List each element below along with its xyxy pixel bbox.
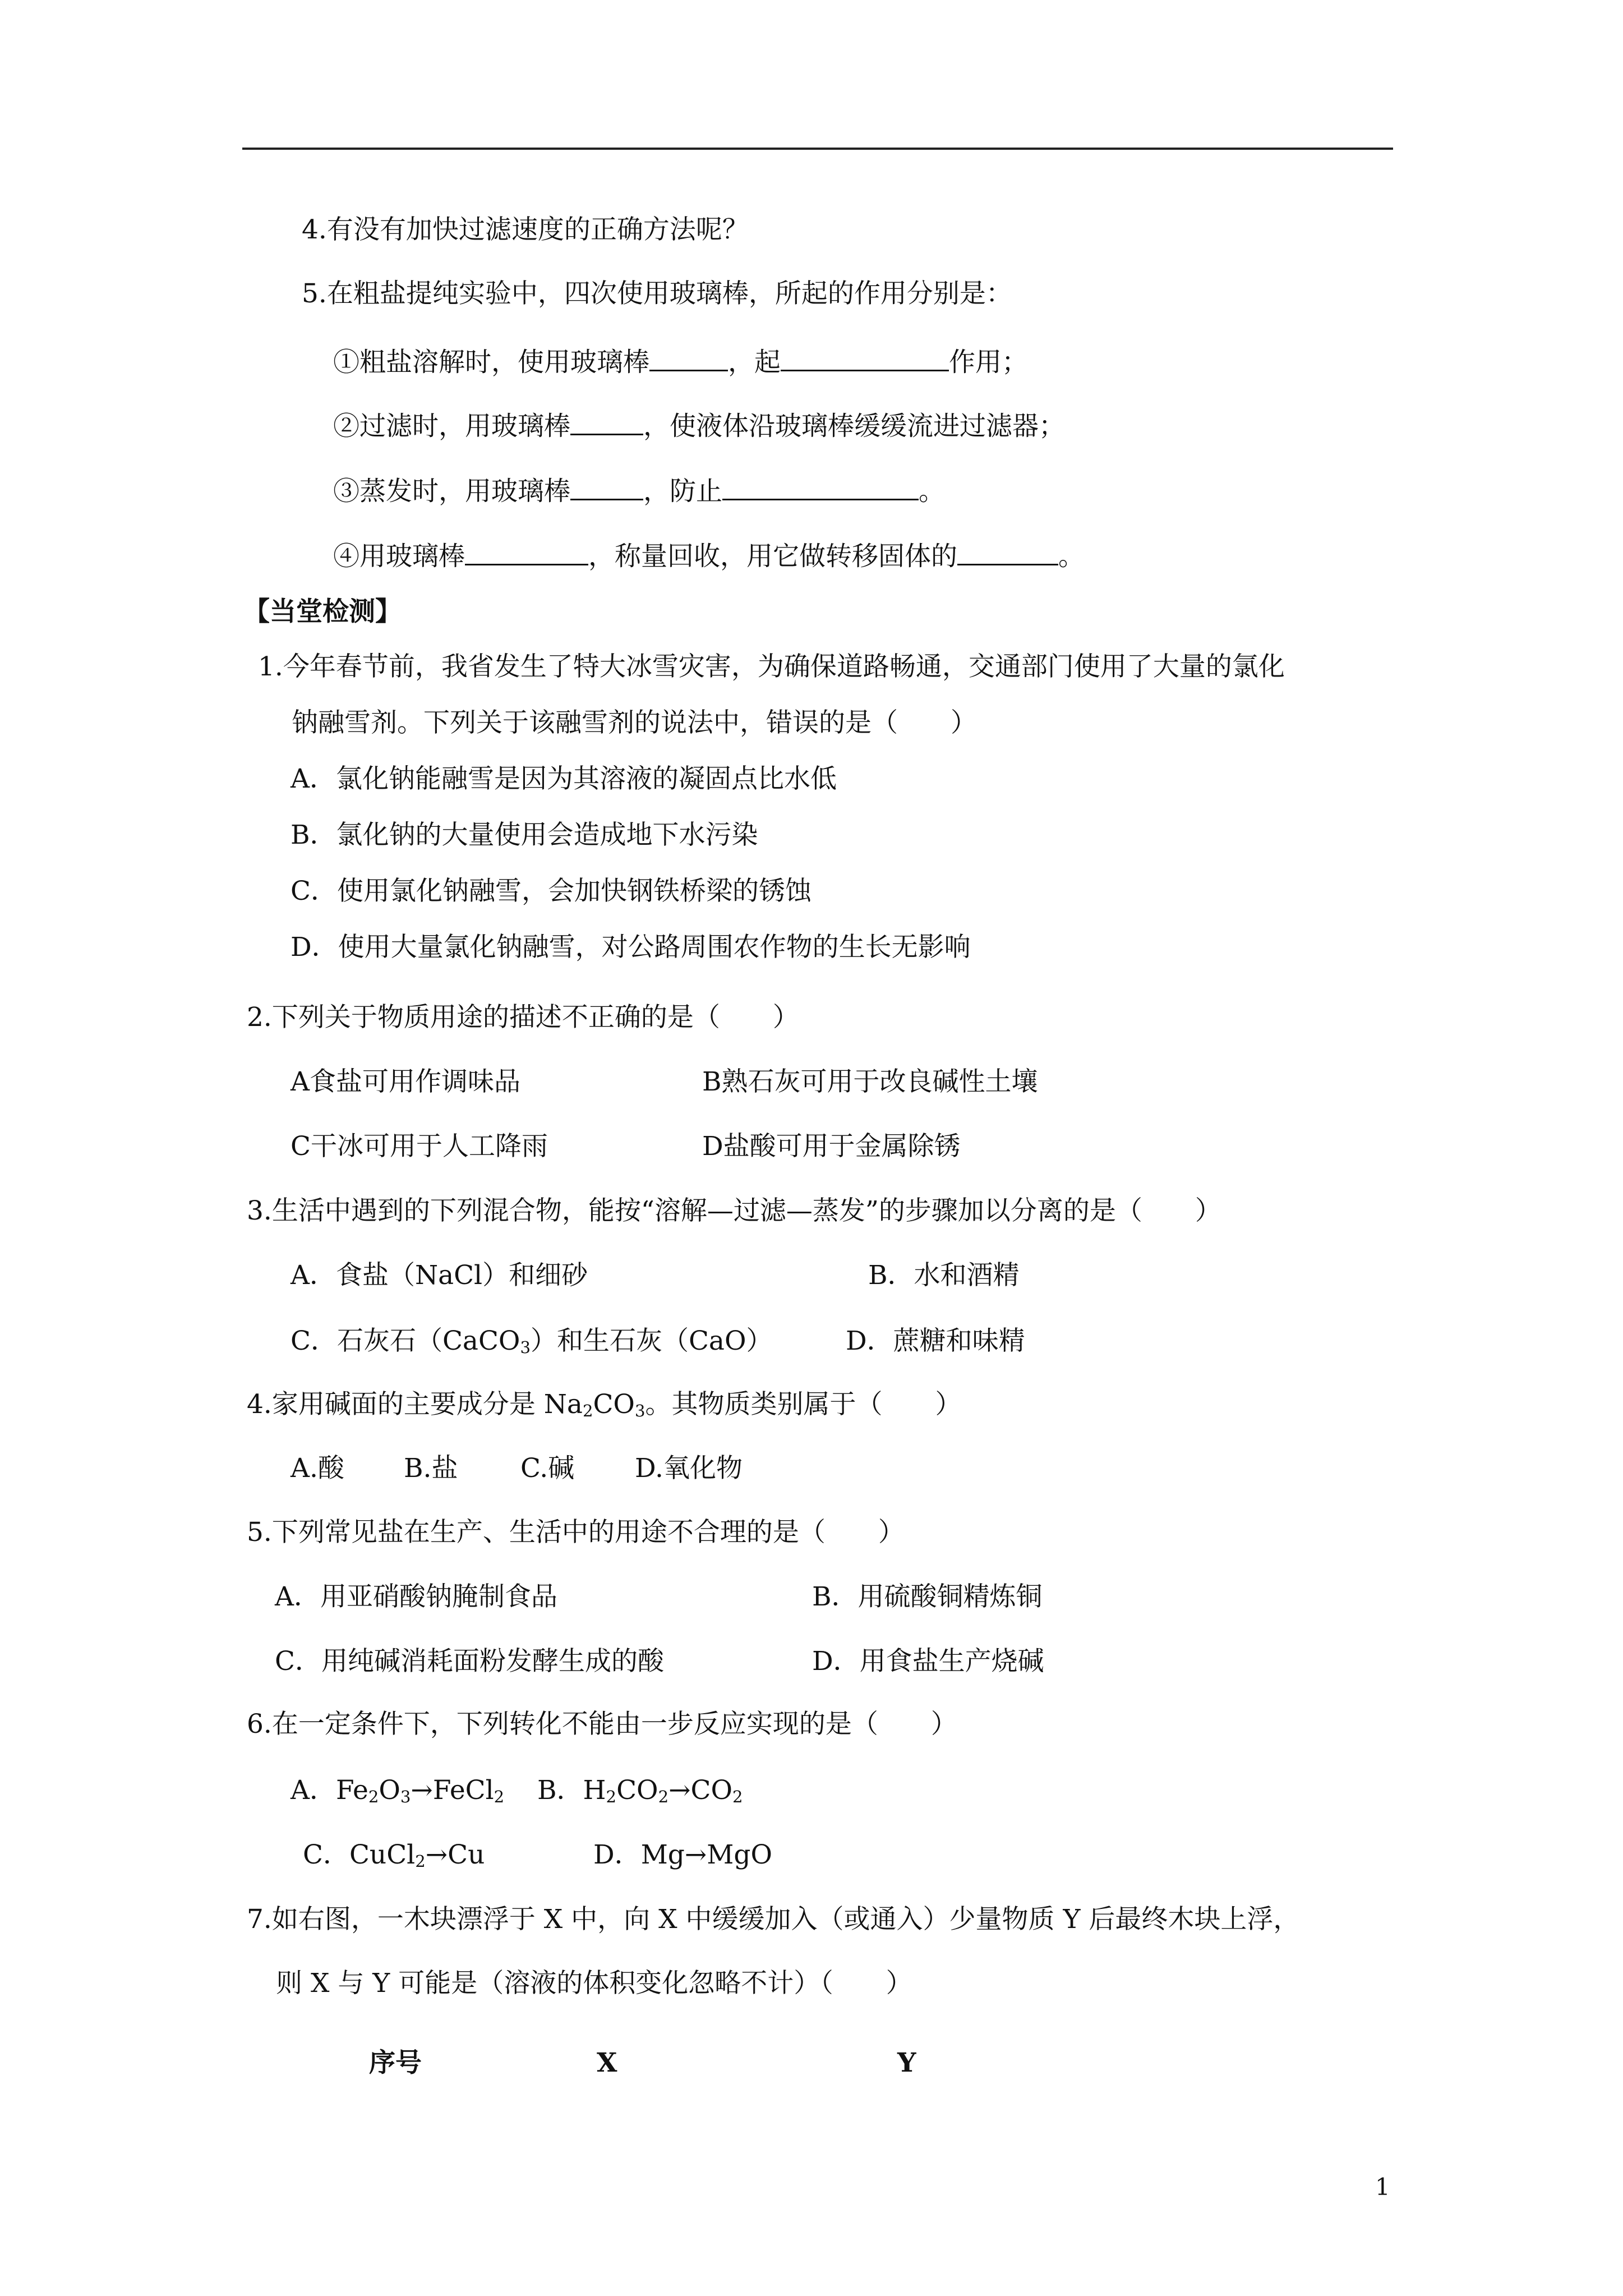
subscript: 2: [368, 1787, 379, 1806]
q5-option-d: D．用食盐生产烧碱: [812, 1646, 1044, 1677]
arrow-icon: →: [684, 1839, 707, 1870]
step-text: ①粗盐溶解时，使用玻璃棒: [333, 347, 649, 378]
step-text: ，称量回收，用它做转移固体的: [588, 541, 957, 572]
q2-option-b: B熟石灰可用于改良碱性土壤: [702, 1066, 1038, 1097]
step-text: ②过滤时，用玻璃棒: [333, 411, 570, 442]
q6-option-c: [303, 1839, 485, 1871]
header-rule: [242, 148, 1393, 150]
answer-blank[interactable]: [781, 344, 949, 371]
q3-option-b: B．水和酒精: [868, 1260, 1020, 1291]
step-text: ，防止: [643, 476, 722, 507]
page-number: 1: [1375, 2173, 1390, 2201]
arrow-icon: →: [411, 1775, 433, 1806]
subscript: 3: [400, 1787, 411, 1806]
answer-blank[interactable]: [722, 473, 919, 500]
formula-text: O: [379, 1775, 400, 1806]
q1-option-c: C．使用氯化钠融雪，会加快钢铁桥梁的锈蚀: [291, 876, 811, 907]
q3-option-c: [291, 1328, 772, 1356]
stem-text: 。其物质类别属于（ ）: [645, 1389, 962, 1420]
q3-option-d: D．蔗糖和味精: [846, 1326, 1025, 1356]
q5-option-a: A．用亚硝酸钠腌制食品: [275, 1581, 557, 1612]
option-label: B．: [537, 1775, 583, 1806]
q4-stem: [247, 1391, 962, 1419]
subscript: 2: [658, 1787, 669, 1806]
subscript: 2: [732, 1787, 743, 1806]
formula-text: Fe: [335, 1775, 368, 1806]
q2-option-c: C干冰可用于人工降雨: [291, 1131, 548, 1162]
step-text: 。: [1058, 541, 1085, 572]
step-text: ，起: [728, 347, 781, 378]
q3-stem: 3.生活中遇到的下列混合物，能按“溶解—过滤—蒸发”的步骤加以分离的是（ ）: [247, 1195, 1221, 1226]
formula-text: CO: [690, 1775, 732, 1806]
table-header-x: X: [597, 2047, 617, 2078]
subscript: 2: [494, 1787, 505, 1806]
stem-text: CO: [593, 1389, 635, 1420]
formula-text: MgO: [707, 1839, 773, 1870]
subscript: 2: [582, 1401, 593, 1420]
step-text: ③蒸发时，用玻璃棒: [333, 476, 570, 507]
q4-option-c: C.碱: [520, 1453, 575, 1484]
option-text: ）和生石灰（CaO）: [530, 1326, 773, 1356]
table-header-index: 序号: [369, 2047, 422, 2078]
formula-text: FeCl: [432, 1775, 494, 1806]
answer-blank[interactable]: [570, 473, 643, 500]
subscript: 3: [520, 1337, 531, 1357]
arrow-icon: →: [425, 1839, 448, 1870]
option-label: C．: [303, 1839, 349, 1870]
subscript: 3: [634, 1401, 645, 1420]
prep-step-2: [333, 408, 1065, 440]
prep-step-4: [333, 539, 1085, 570]
step-text: ④用玻璃棒: [333, 541, 465, 572]
step-text: 作用；: [949, 347, 1028, 378]
subscript: 2: [606, 1787, 617, 1806]
step-text: ，使液体沿玻璃棒缓缓流进过滤器；: [643, 411, 1065, 442]
q5-option-b: B．用硫酸铜精炼铜: [812, 1581, 1043, 1612]
subscript: 2: [415, 1851, 426, 1871]
q6-option-a: [291, 1777, 504, 1805]
q7-stem-line2: 则 X 与 Y 可能是（溶液的体积变化忽略不计）（ ）: [276, 1968, 912, 1999]
q1-stem-line1: 1.今年春节前，我省发生了特大冰雪灾害，为确保道路畅通，交通部门使用了大量的氯化: [258, 651, 1285, 682]
q5-option-c: C．用纯碱消耗面粉发酵生成的酸: [275, 1646, 664, 1677]
q1-option-d: D．使用大量氯化钠融雪，对公路周围农作物的生长无影响: [291, 932, 971, 963]
q4-option-d: D.氧化物: [635, 1453, 743, 1484]
q1-option-a: A．氯化钠能融雪是因为其溶液的凝固点比水低: [291, 763, 837, 794]
q7-stem-line1: 7.如右图，一木块漂浮于 X 中，向 X 中缓缓加入（或通入）少量物质 Y 后最终木块上浮，: [247, 1904, 1300, 1935]
step-text: 。: [919, 476, 945, 507]
answer-blank[interactable]: [649, 344, 728, 371]
option-label: D．: [593, 1839, 641, 1870]
q5-stem: 5.下列常见盐在生产、生活中的用途不合理的是（ ）: [247, 1517, 905, 1548]
q3-option-a: A．食盐（NaCl）和细砂: [291, 1260, 588, 1291]
q2-option-a: A食盐可用作调味品: [291, 1066, 520, 1097]
prep-step-3: [333, 473, 945, 505]
answer-blank[interactable]: [957, 539, 1058, 565]
prep-question-5: 5.在粗盐提纯实验中，四次使用玻璃棒，所起的作用分别是：: [302, 278, 1012, 309]
option-label: A．: [291, 1775, 336, 1806]
answer-blank[interactable]: [570, 408, 643, 435]
q4-option-b: B.盐: [404, 1453, 458, 1484]
q4-option-a: A.酸: [291, 1453, 344, 1484]
formula-text: H: [583, 1775, 606, 1806]
formula-text: CO: [616, 1775, 658, 1806]
stem-text: 4.家用碱面的主要成分是 Na: [247, 1389, 583, 1420]
q6-option-b: [537, 1777, 743, 1805]
q1-stem-line2: 钠融雪剂。下列关于该融雪剂的说法中，错误的是（ ）: [292, 707, 977, 738]
q2-option-d: D盐酸可用于金属除锈: [702, 1131, 961, 1162]
prep-question-4: 4.有没有加快过滤速度的正确方法呢？: [302, 214, 749, 245]
q6-stem: 6.在一定条件下，下列转化不能由一步反应实现的是（ ）: [247, 1709, 957, 1740]
answer-blank[interactable]: [465, 539, 588, 565]
q2-stem: 2.下列关于物质用途的描述不正确的是（ ）: [247, 1002, 799, 1033]
formula-text: Mg: [640, 1839, 685, 1870]
arrow-icon: →: [668, 1775, 691, 1806]
prep-step-1: [333, 344, 1028, 376]
table-header-y: Y: [897, 2047, 916, 2078]
q6-option-d: [593, 1839, 773, 1870]
formula-text: CuCl: [349, 1839, 416, 1870]
option-text: C．石灰石（CaCO: [291, 1326, 520, 1356]
formula-text: Cu: [448, 1839, 485, 1870]
q1-option-b: B．氯化钠的大量使用会造成地下水污染: [291, 820, 758, 850]
section-title: 【当堂检测】: [243, 596, 402, 627]
